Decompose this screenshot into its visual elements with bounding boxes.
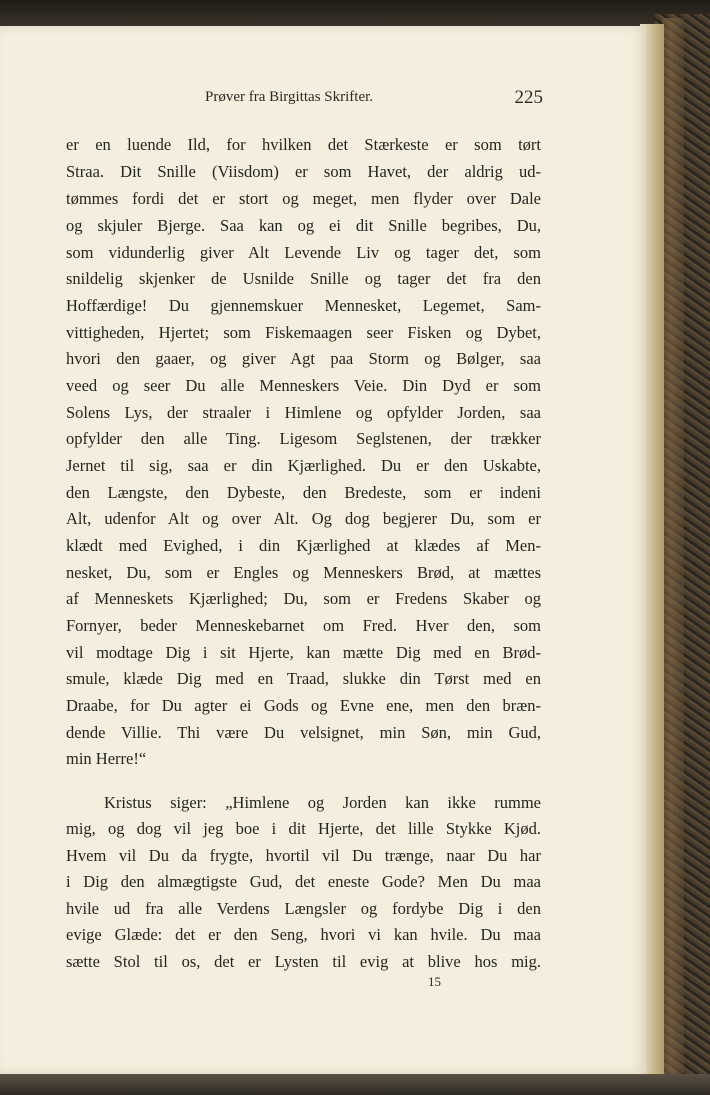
running-head: Prøver fra Birgittas Skrifter. bbox=[205, 89, 374, 105]
text-line: evige Glæde: det er den Seng, hvori vi kan hvile. Du maa bbox=[66, 925, 541, 944]
text-line: Draabe, for Du agter ei Gods og Evne ene, men den bræn- bbox=[66, 696, 541, 715]
text-line: klædt med Evighed, i din Kjærlighed at klædes af Men- bbox=[66, 536, 541, 555]
text-line: Kristus siger: „Himlene og Jorden kan ikke rumme bbox=[104, 793, 541, 812]
text-line: sætte Stol til os, det er Lysten til evig at blive hos mig. bbox=[66, 952, 541, 971]
text-line: Fornyer, beder Menneskebarnet om Fred. Hver den, som bbox=[66, 616, 541, 635]
signature-mark: 15 bbox=[428, 974, 441, 989]
text-line: tømmes fordi det er stort og meget, men flyder over Dale bbox=[66, 189, 541, 208]
text-line: vil modtage Dig i sit Hjerte, kan mætte Dig med en Brød- bbox=[66, 643, 541, 662]
text-line: som vidunderlig giver Alt Levende Liv og tager det, som bbox=[66, 243, 541, 262]
text-line: vittigheden, Hjertet; som Fiskemaagen seer Fisken og Dybet, bbox=[66, 323, 541, 342]
scan-background-bottom bbox=[0, 1074, 710, 1095]
text-line: hvile ud fra alle Verdens Længsler og fordybe Dig i den bbox=[66, 899, 541, 918]
page-number: 225 bbox=[514, 87, 543, 108]
text-line: Hoffærdige! Du gjennemskuer Mennesket, Legemet, Sam- bbox=[66, 296, 541, 315]
text-line: Jernet til sig, saa er din Kjærlighed. Du er den Uskabte, bbox=[66, 456, 541, 475]
text-line: den Længste, den Dybeste, den Bredeste, som er indeni bbox=[66, 483, 541, 502]
text-line: Alt, udenfor Alt og over Alt. Og dog begjerer Du, som er bbox=[66, 509, 541, 528]
scan-background-top bbox=[0, 0, 710, 28]
text-line: og skjuler Bjerge. Saa kan og ei dit Snille begribes, Du, bbox=[66, 216, 541, 235]
text-line: af Menneskets Kjærlighed; Du, som er Fredens Skaber og bbox=[66, 589, 541, 608]
text-line: snildelig skjenker de Usnilde Snille og tager det fra den bbox=[66, 269, 541, 288]
text-line: smule, klæde Dig med en Traad, slukke din Tørst med en bbox=[66, 669, 541, 688]
text-line: mig, og dog vil jeg boe i dit Hjerte, det lille Stykke Kjød. bbox=[66, 819, 541, 838]
text-line: Straa. Dit Snille (Viisdom) er som Havet, der aldrig ud- bbox=[66, 162, 541, 181]
text-line: hvori den gaaer, og giver Agt paa Storm og Bølger, saa bbox=[66, 349, 541, 368]
text-line: Solens Lys, der straaler i Himlene og opfylder Jorden, saa bbox=[66, 403, 541, 422]
text-line: min Herre!“ bbox=[66, 749, 147, 768]
text-line: i Dig den almægtigste Gud, det eneste Gode? Men Du maa bbox=[66, 872, 541, 891]
text-line: er en luende Ild, for hvilken det Stærkeste er som tørt bbox=[66, 135, 541, 154]
text-line: opfylder den alle Ting. Ligesom Seglstenen, der trækker bbox=[66, 429, 541, 448]
text-line: Hvem vil Du da frygte, hvortil vil Du trænge, naar Du har bbox=[66, 846, 541, 865]
text-line: dende Villie. Thi være Du velsignet, min Søn, min Gud, bbox=[66, 723, 541, 742]
text-line: veed og seer Du alle Menneskers Veie. Din Dyd er som bbox=[66, 376, 541, 395]
book-cover-binding bbox=[662, 18, 684, 1078]
text-line: nesket, Du, som er Engles og Menneskers Brød, at mættes bbox=[66, 563, 541, 582]
